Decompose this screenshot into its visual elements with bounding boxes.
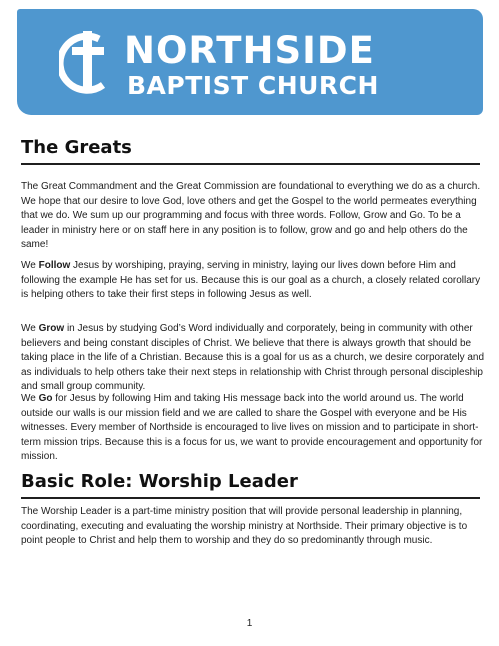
church-name-line1: NORTHSIDE: [124, 29, 375, 72]
paragraph-grow: We Grow in Jesus by studying God’s Word individually and corporately, being in community with other believers and being constant disciples of Christ. We believe that there is always growth that should be taking place in the life of a Christian. Because this is a goal for us as a church, we desire corporately and as individuals to help others take their next steps in relationship with Christ through personal discipleship and small group community.: [21, 323, 485, 392]
keyword-go: Go: [38, 393, 53, 404]
church-name-line2: BAPTIST CHURCH: [127, 71, 379, 100]
cross-circle-icon: [59, 27, 115, 97]
church-banner: [17, 9, 483, 115]
keyword-grow: Grow: [38, 323, 65, 334]
paragraph-follow: We Follow Jesus by worshiping, praying, serving in ministry, laying our lives down before Him and following the example He has set for us. Because this is our goal as a church, a closely related corollary is helping others to take their first steps in following Jesus as well.: [21, 260, 481, 300]
section-heading-the-greats: The Greats: [21, 137, 132, 158]
keyword-follow: Follow: [38, 260, 71, 271]
paragraph-worship-leader-role: The Worship Leader is a part-time ministry position that will provide personal leadership in planning, coordinating, executing and evaluating the worship ministry at Northside. Their primary objective is to point people to Christ and help them to worship and they do so predominantly through music.: [21, 506, 468, 546]
section-heading-worship-leader: Basic Role: Worship Leader: [21, 471, 298, 492]
page-number: 1: [246, 618, 253, 629]
paragraph-go: We Go for Jesus by following Him and taking His message back into the world around us. The world outside our walls is our mission field and we are called to share the Gospel with everyone and be His witnesses. Every member of Northside is encouraged to live lives on mission and to participate in short-term mission trips. Because this is a focus for us, we want to provide encouragement and opportunity for mission.: [21, 393, 483, 462]
heading-rule: [21, 497, 480, 499]
heading-rule: [21, 163, 480, 165]
paragraph-greats-intro: The Great Commandment and the Great Commission are foundational to everything we do as a church. We hope that our desire to love God, love others and get the Gospel to the world permeates everything that we do. We sum up our programming and focus with three words. Follow, Grow and Go. To be a leader in ministry here or on staff here in any position is to follow, grow and go and help others do the same!: [21, 181, 481, 250]
